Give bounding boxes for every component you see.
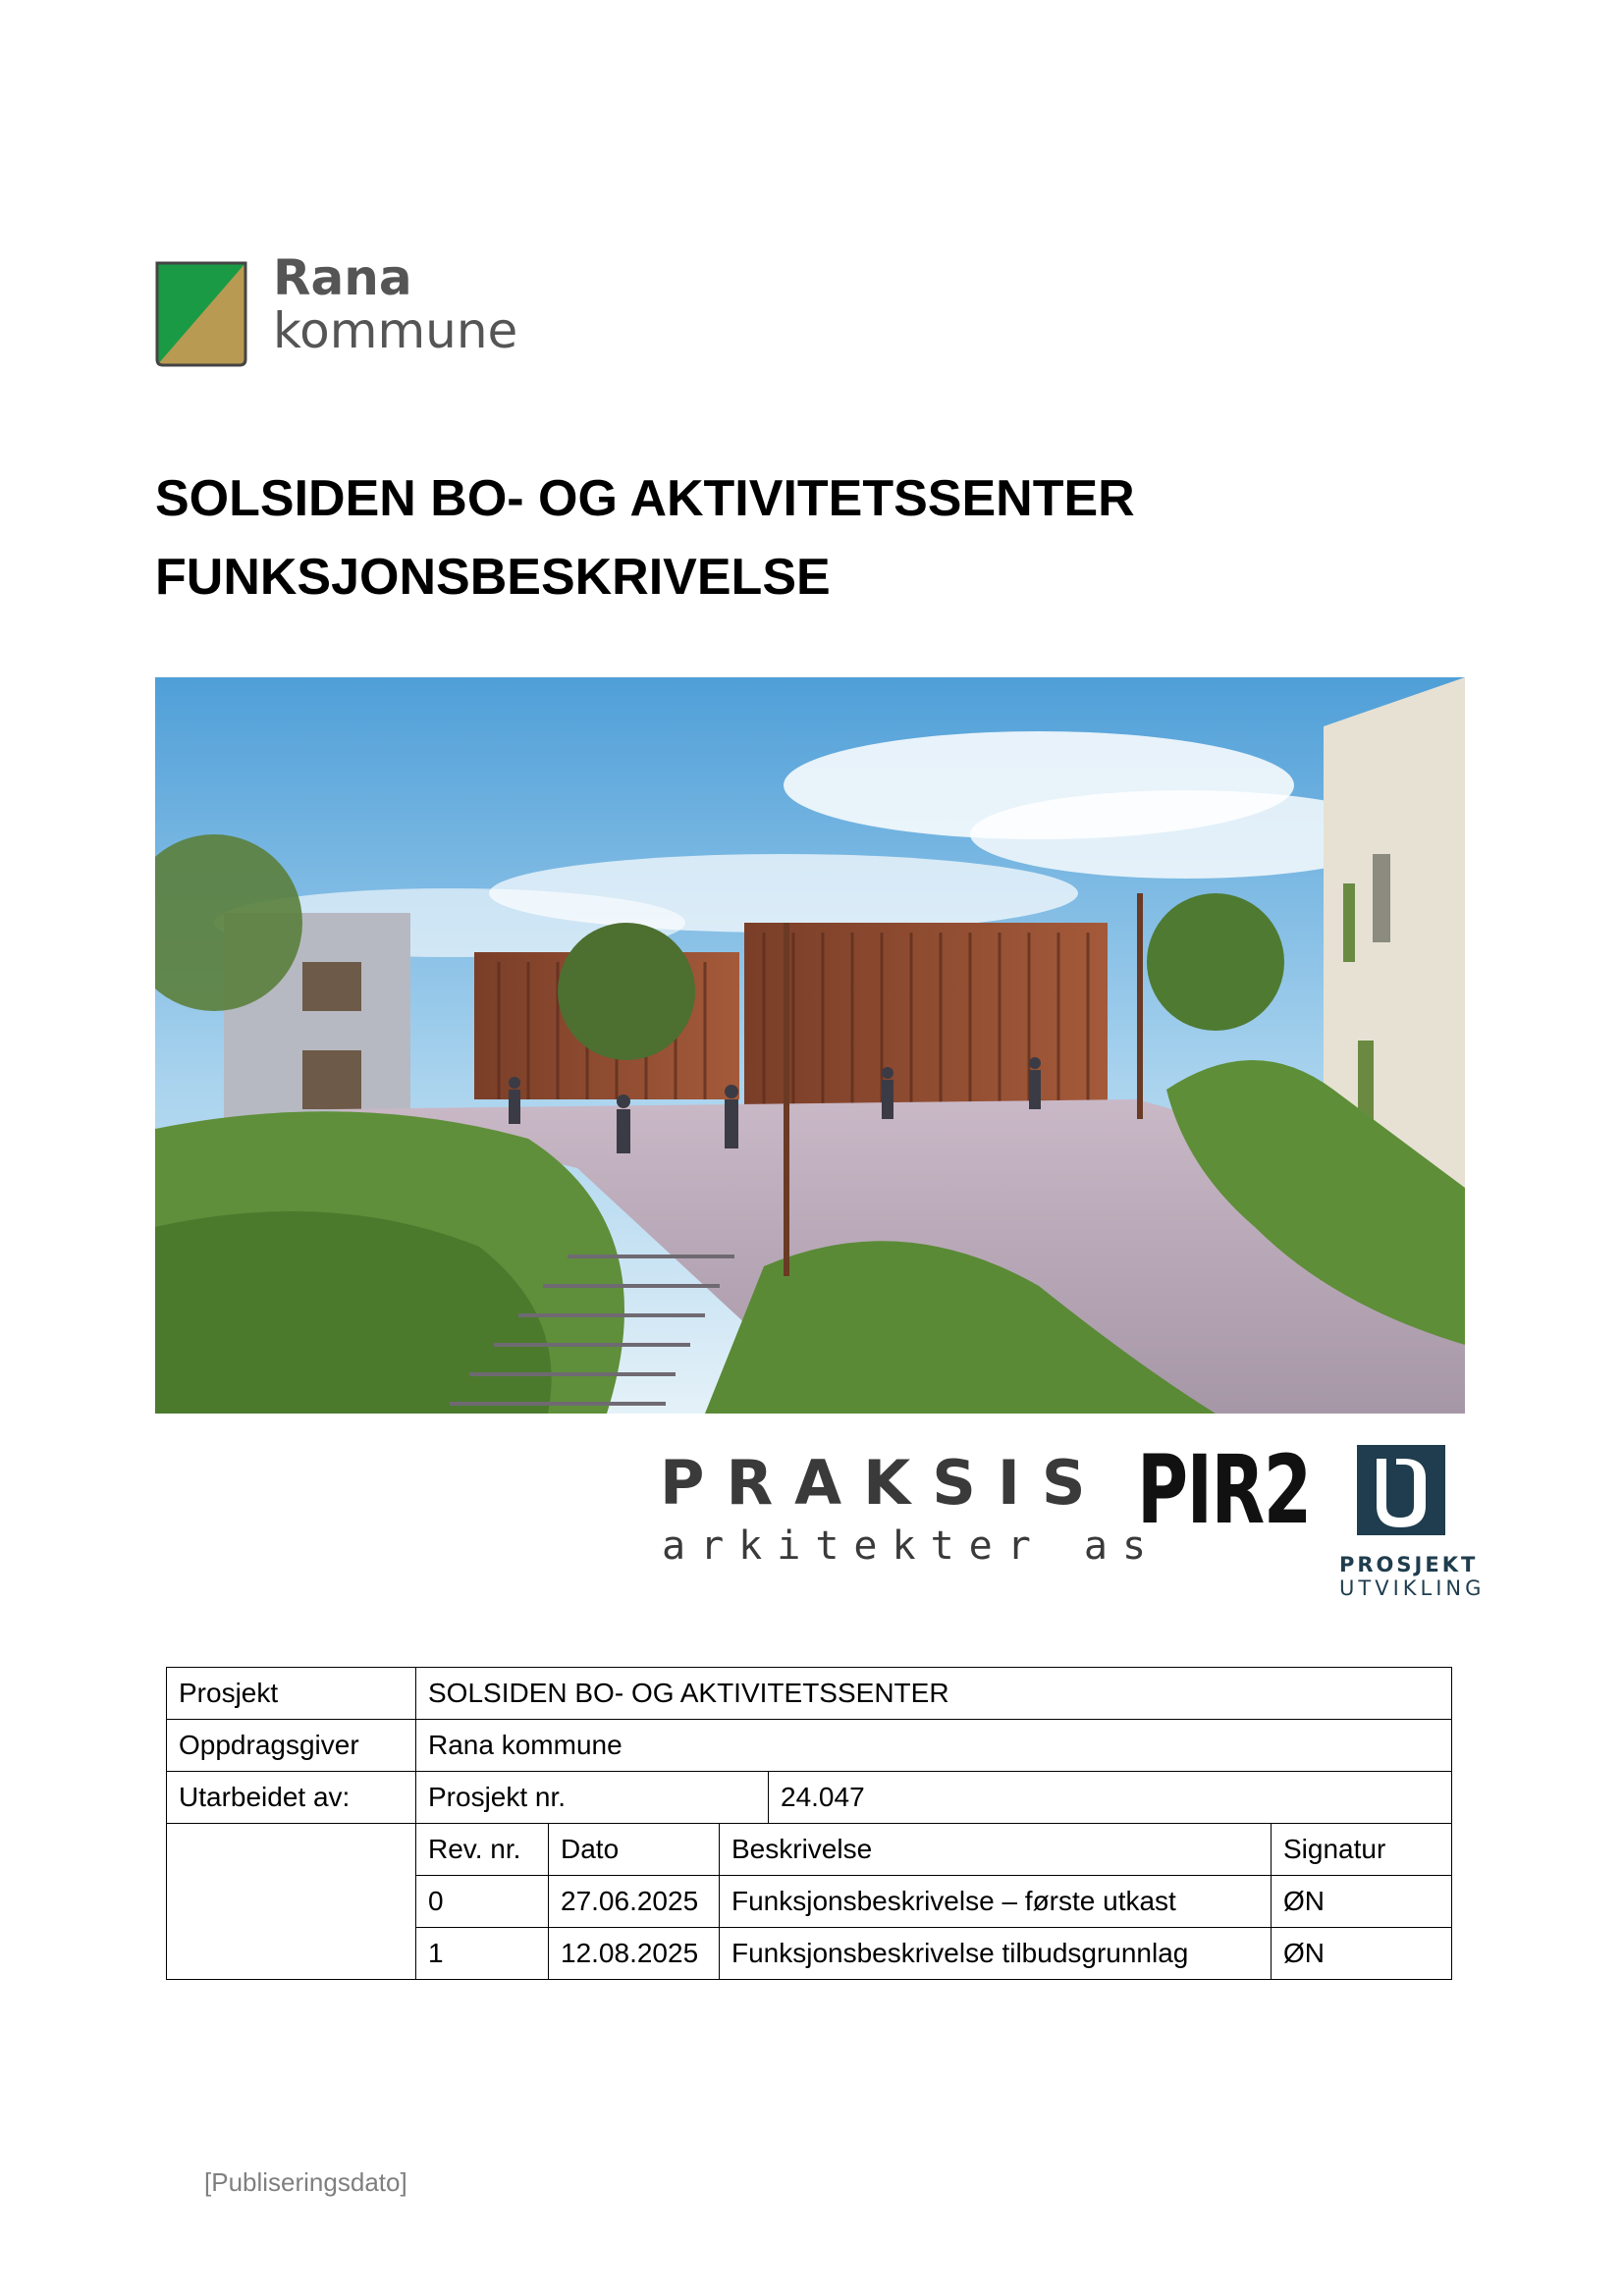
revision-rev: 1 — [416, 1928, 549, 1980]
client-value: Rana kommune — [416, 1720, 1452, 1772]
table-row — [167, 1668, 1452, 1720]
rana-kommune-logo-mark — [155, 261, 247, 367]
logo-line-1: Rana — [273, 249, 412, 306]
title-line-1: SOLSIDEN BO- OG AKTIVITETSSENTER — [155, 470, 1135, 527]
prosjektutvikling-logo — [1335, 1443, 1486, 1600]
project-number-value: 24.047 — [769, 1772, 1452, 1824]
prepared-by-label: Utarbeidet av: — [167, 1772, 416, 1824]
architectural-render-image — [155, 677, 1465, 1414]
revision-date: 27.06.2025 — [549, 1876, 720, 1928]
prosjektutvikling-mark-icon — [1357, 1445, 1445, 1535]
revision-header-description: Beskrivelse — [720, 1824, 1272, 1876]
revision-description: Funksjonsbeskrivelse tilbudsgrunnlag — [720, 1928, 1272, 1980]
praksis-logo-line-1: PRAKSIS — [660, 1447, 1108, 1519]
revision-signature: ØN — [1272, 1928, 1452, 1980]
praksis-logo-line-2: arkitekter as — [662, 1523, 1162, 1569]
document-title — [155, 459, 1135, 616]
empty-cell — [167, 1824, 416, 1980]
client-label: Oppdragsgiver — [167, 1720, 416, 1772]
revision-rev: 0 — [416, 1876, 549, 1928]
project-value: SOLSIDEN BO- OG AKTIVITETSSENTER — [416, 1668, 1452, 1720]
table-row — [167, 1824, 1452, 1876]
logo-line-2: kommune — [273, 302, 518, 359]
publish-date-placeholder: [Publiseringsdato] — [204, 2167, 407, 2197]
revision-header-signature: Signatur — [1272, 1824, 1452, 1876]
revision-date: 12.08.2025 — [549, 1928, 720, 1980]
prosjektutvikling-line-2: UTVIKLING — [1339, 1576, 1486, 1600]
title-line-2: FUNKSJONSBESKRIVELSE — [155, 549, 831, 606]
revision-description: Funksjonsbeskrivelse – første utkast — [720, 1876, 1272, 1928]
revision-signature: ØN — [1272, 1876, 1452, 1928]
revision-header-date: Dato — [549, 1824, 720, 1876]
table-row — [167, 1772, 1452, 1824]
praksis-arkitekter-logo — [658, 1443, 1162, 1590]
project-label: Prosjekt — [167, 1668, 416, 1720]
pir2-logo: PIR2 — [1137, 1435, 1311, 1545]
prosjektutvikling-line-1: PROSJEKT — [1339, 1553, 1479, 1576]
revision-header-rev: Rev. nr. — [416, 1824, 549, 1876]
rana-kommune-logo-text — [273, 249, 518, 359]
table-row — [167, 1720, 1452, 1772]
project-info-table — [166, 1667, 1452, 1980]
project-number-label: Prosjekt nr. — [416, 1772, 769, 1824]
